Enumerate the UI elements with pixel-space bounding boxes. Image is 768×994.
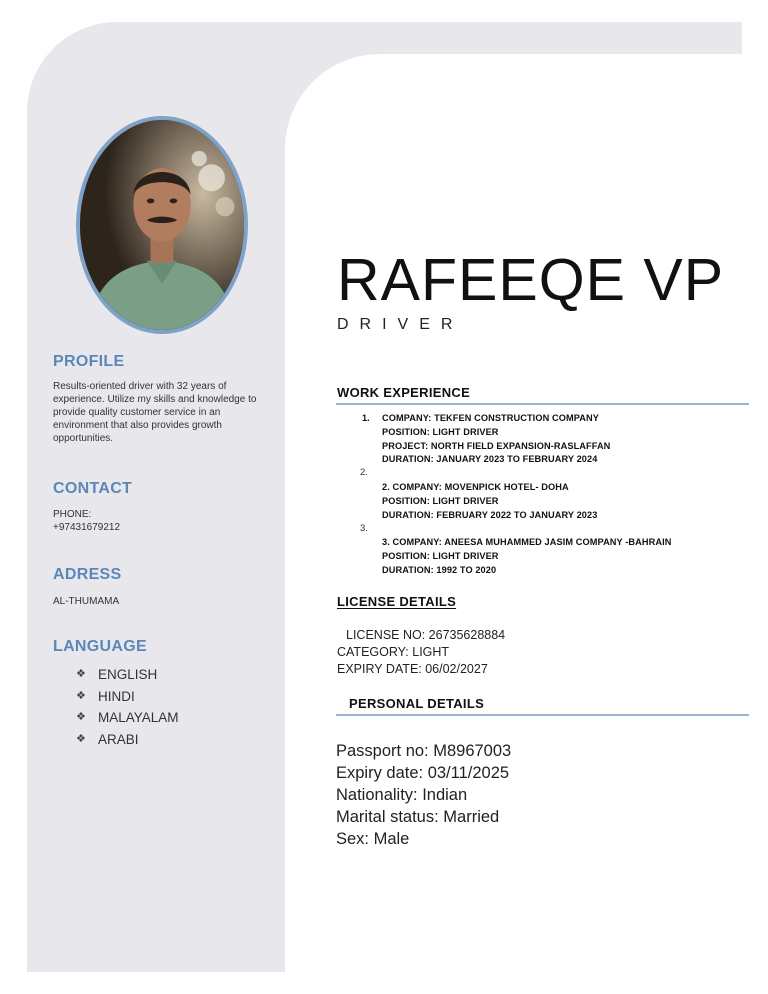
job-entry-1: COMPANY: TEKFEN CONSTRUCTION COMPANY POSITION: LIGHT DRIVER PROJECT: NORTH FIELD EXPANSION-RASLAFFAN DURATION: JANUARY 2023 TO FEBRUARY 2024 (382, 413, 611, 465)
section-divider (336, 403, 749, 405)
phone-number: +97431679212 (53, 522, 121, 533)
diamond-bullet-icon: ❖ (76, 732, 86, 745)
profile-text: Results-oriented driver with 32 years of experience. Utilize my skills and knowledge to provide quality customer service in an environment that also provides growth opportunities. (53, 381, 257, 444)
diamond-bullet-icon: ❖ (76, 689, 86, 702)
list-item: ❖ ENGLISH (76, 664, 179, 686)
address-heading: ADRESS (53, 566, 122, 583)
profile-photo (76, 116, 248, 334)
diamond-bullet-icon: ❖ (76, 711, 86, 723)
license-heading: LICENSE DETAILS (337, 594, 457, 609)
work-experience-heading: WORK EXPERIENCE (337, 385, 471, 400)
list-number: 1. (362, 413, 370, 423)
nationality: Nationality: Indian (336, 786, 468, 804)
profile-heading: PROFILE (53, 353, 125, 370)
list-number: 2. (360, 467, 368, 478)
license-expiry: EXPIRY DATE: 06/02/2027 (337, 662, 488, 676)
phone-label: PHONE: (53, 509, 92, 520)
list-item: ❖ ARABI (76, 729, 179, 751)
contact-heading: CONTACT (53, 480, 133, 497)
job-entry-3: 3. COMPANY: ANEESA MUHAMMED JASIM COMPANY -BAHRAIN POSITION: LIGHT DRIVER DURATION: 1992 TO 2020 (382, 537, 672, 575)
passport-expiry: Expiry date: 03/11/2025 (336, 764, 510, 782)
diamond-bullet-icon: ❖ (76, 668, 86, 680)
section-divider (336, 714, 749, 716)
license-number: LICENSE NO: 26735628884 (346, 628, 506, 642)
job-entry-2: 2. COMPANY: MOVENPICK HOTEL- DOHA POSITION: LIGHT DRIVER DURATION: FEBRUARY 2022 TO JANUARY 2023 (382, 482, 598, 520)
language-heading: LANGUAGE (53, 638, 147, 655)
language-list (76, 664, 179, 750)
candidate-role: DRIVER (337, 316, 464, 333)
list-item: ❖ HINDI (76, 686, 179, 708)
passport-number: Passport no: M8967003 (336, 742, 512, 760)
personal-heading: PERSONAL DETAILS (349, 696, 485, 711)
address-value: AL-THUMAMA (53, 596, 120, 607)
list-item: ❖ MALAYALAM (76, 707, 179, 729)
person-portrait-icon (80, 120, 244, 330)
license-category: CATEGORY: LIGHT (337, 645, 450, 659)
sex: Sex: Male (336, 830, 410, 848)
candidate-name: RAFEEQE VP (337, 247, 725, 313)
list-number: 3. (360, 523, 368, 534)
marital-status: Marital status: Married (336, 808, 500, 826)
